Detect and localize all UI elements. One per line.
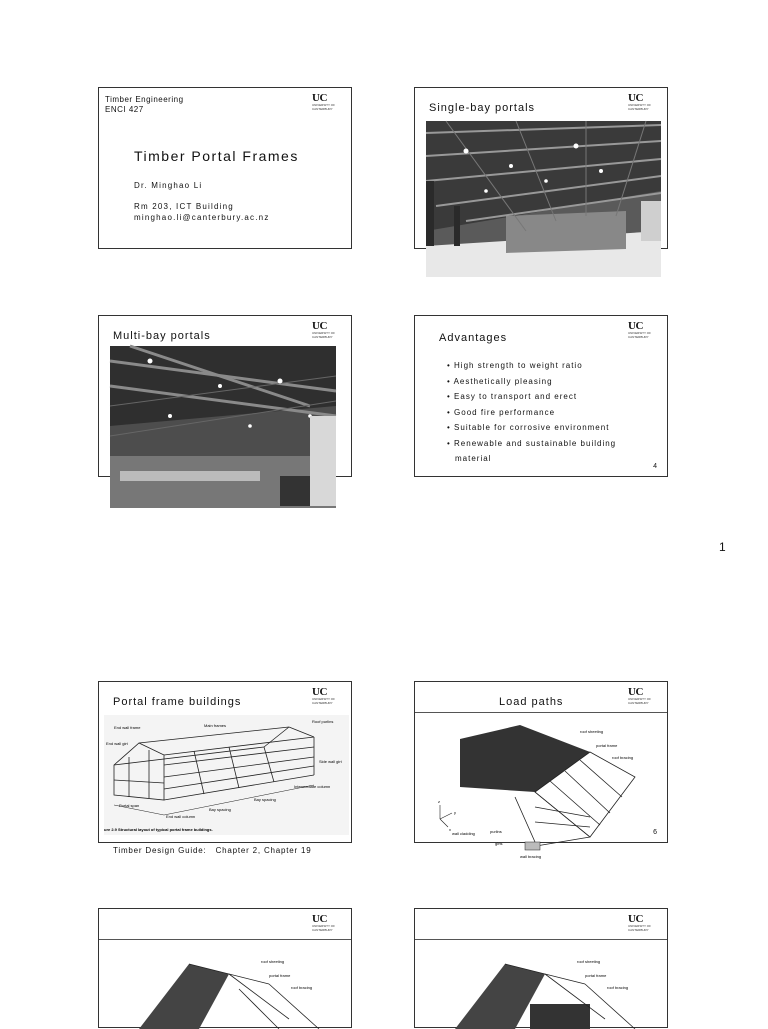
- university-logo: [628, 687, 662, 709]
- logo-text: UC: [312, 320, 327, 332]
- bullet-continuation: material: [455, 454, 492, 463]
- university-logo: [312, 321, 346, 343]
- email: minghao.li@canterbury.ac.nz: [134, 213, 270, 222]
- slide-heading: Load paths: [499, 696, 564, 708]
- multi-bay-photo: [110, 346, 336, 508]
- diagram-label: Bay spacing: [254, 797, 276, 802]
- diagram-label: End wall column: [166, 814, 196, 819]
- slide-load-paths-2: [98, 908, 352, 1028]
- page-number: 1: [719, 540, 726, 554]
- slide-heading: Advantages: [439, 332, 508, 344]
- diagram-label: Bay spacing: [209, 807, 231, 812]
- slide-title-text: Timber Portal Frames: [134, 148, 299, 164]
- university-logo: [628, 93, 662, 115]
- diagram-label: girts: [495, 841, 503, 846]
- title-rule: [415, 712, 667, 713]
- diagram-label: portal frame: [596, 743, 618, 748]
- single-bay-photo: [426, 121, 661, 277]
- logo-sub: UNIVERSITY OF: [312, 103, 335, 107]
- author: Dr. Minghao Li: [134, 181, 203, 190]
- diagram-label: purlins: [490, 829, 502, 834]
- logo-sub: CANTERBURY: [312, 700, 333, 705]
- course-name: Timber Engineering: [105, 95, 184, 104]
- bullet-item: • Good fire performance: [447, 407, 556, 417]
- logo-sub: CANTERBURY: [628, 927, 649, 932]
- logo-sub: UNIVERSITY OF: [628, 697, 651, 701]
- diagram-label: wall bracing: [520, 854, 542, 859]
- slide-heading: Portal frame buildings: [113, 696, 242, 708]
- logo-text: UC: [312, 913, 327, 925]
- diagram-label: End wall frame: [114, 725, 141, 730]
- diagram-label: roof sheeting: [577, 959, 601, 964]
- logo-text: UC: [628, 913, 643, 925]
- diagram-label: Roof purlins: [312, 719, 334, 724]
- logo-sub: UNIVERSITY OF: [312, 331, 335, 335]
- diagram-label: roof sheeting: [261, 959, 285, 964]
- title-rule: [99, 939, 351, 940]
- logo-sub: UNIVERSITY OF: [312, 697, 335, 701]
- title-rule: [415, 939, 667, 940]
- diagram-label: roof bracing: [607, 985, 629, 990]
- bullet-item: • High strength to weight ratio: [447, 361, 583, 370]
- figure-caption: ure 2.9 Structural layout of typical portal frame buildings.: [104, 827, 213, 832]
- slide-number: 4: [653, 463, 657, 470]
- room: Rm 203, ICT Building: [134, 202, 234, 211]
- diagram-label: roof bracing: [612, 755, 634, 760]
- logo-sub: CANTERBURY: [312, 106, 333, 111]
- load-paths-diagram: [430, 717, 655, 862]
- slide-single-bay: [414, 87, 668, 249]
- logo-sub: CANTERBURY: [312, 334, 333, 339]
- logo-sub: UNIVERSITY OF: [628, 331, 651, 335]
- diagram-label: Main frames: [204, 723, 227, 728]
- bullet-item: • Aesthetically pleasing: [447, 376, 553, 386]
- logo-text: UC: [628, 320, 643, 332]
- slide-number: 6: [653, 829, 657, 836]
- university-logo: [628, 914, 662, 936]
- axis-label: z: [438, 799, 440, 804]
- slide-load-paths: [414, 681, 668, 859]
- bullet-item: • Easy to transport and erect: [447, 392, 578, 401]
- portal-frame-diagram: [104, 715, 349, 835]
- diagram-label: portal frame: [269, 973, 291, 978]
- diagram-label: Portal span: [119, 803, 140, 808]
- axis-label: y: [454, 810, 456, 815]
- load-paths-diagram: [435, 949, 655, 1029]
- logo-sub: CANTERBURY: [628, 700, 649, 705]
- diagram-label: roof bracing: [291, 985, 313, 990]
- logo-sub: CANTERBURY: [628, 106, 649, 111]
- logo-text: UC: [312, 92, 327, 104]
- diagram-label: Side wall girt: [319, 759, 342, 764]
- load-paths-diagram: [119, 949, 339, 1029]
- logo-text: UC: [628, 686, 643, 698]
- axis-label: x: [449, 827, 451, 832]
- logo-text: UC: [312, 686, 327, 698]
- slide-heading: Single-bay portals: [429, 102, 536, 114]
- slide-multi-bay: [98, 315, 352, 477]
- reference-caption: Timber Design Guide: Chapter 2, Chapter 19: [113, 846, 312, 855]
- university-logo: [312, 93, 346, 115]
- logo-text: UC: [628, 92, 643, 104]
- university-logo: [312, 914, 346, 936]
- university-logo: [628, 321, 662, 343]
- diagram-label: roof sheeting: [580, 729, 604, 734]
- logo-sub: UNIVERSITY OF: [312, 924, 335, 928]
- slide-load-paths-3: [414, 908, 668, 1028]
- slide-title: [98, 87, 352, 249]
- diagram-label: Intermediate column: [294, 784, 331, 789]
- diagram-label: End wall girt: [106, 741, 128, 746]
- bullet-item: • Suitable for corrosive environment: [447, 423, 610, 432]
- course-code: ENCI 427: [105, 105, 144, 114]
- slide-heading: Multi-bay portals: [113, 330, 211, 342]
- slide-portal-frame-buildings: [98, 681, 352, 855]
- logo-sub: CANTERBURY: [628, 334, 649, 339]
- slide-advantages: [414, 315, 668, 477]
- university-logo: [312, 687, 346, 709]
- logo-sub: UNIVERSITY OF: [628, 103, 651, 107]
- logo-sub: CANTERBURY: [312, 927, 333, 932]
- diagram-label: wall cladding: [452, 831, 475, 836]
- bullet-item: • Renewable and sustainable building: [447, 438, 617, 448]
- logo-sub: UNIVERSITY OF: [628, 924, 651, 928]
- diagram-label: portal frame: [585, 973, 607, 978]
